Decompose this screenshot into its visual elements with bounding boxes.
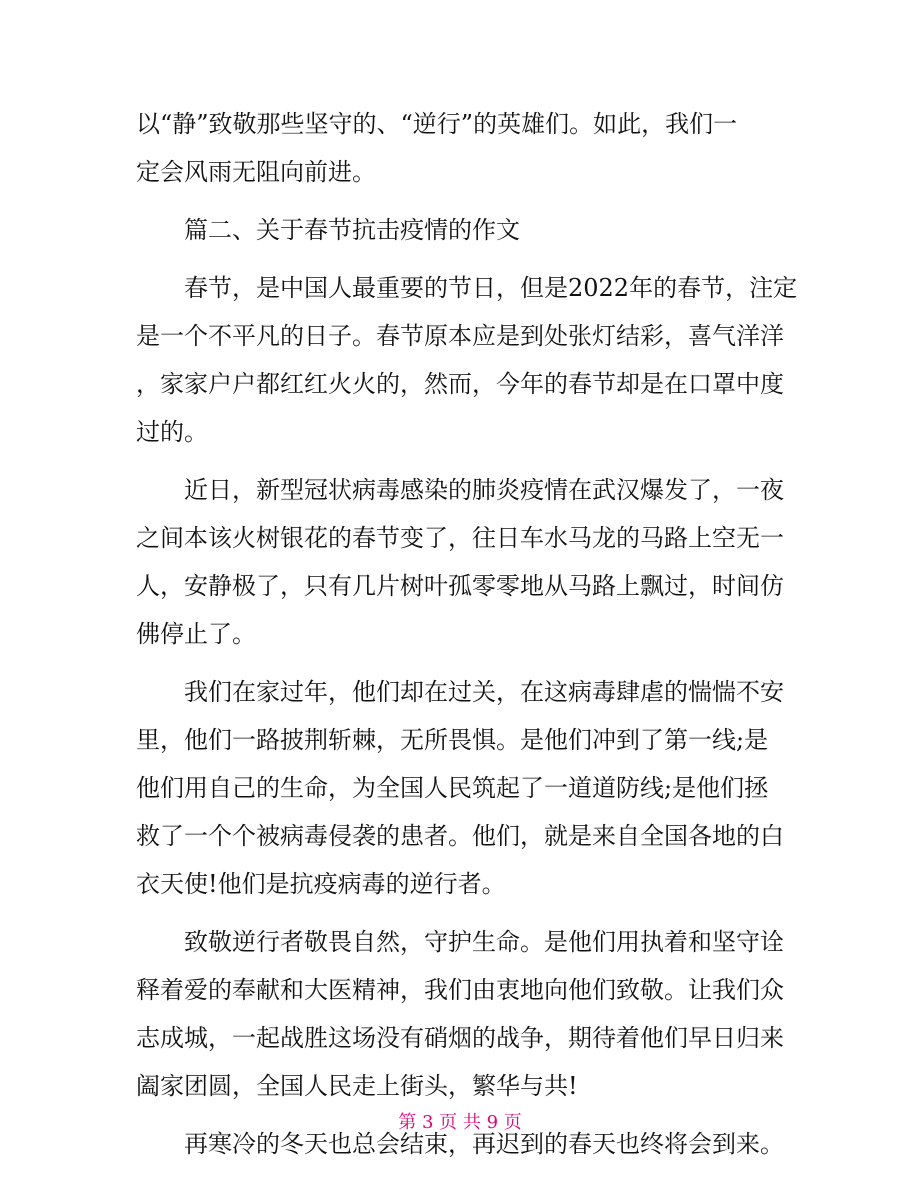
text-line: 阖家团圆，全国人民走上街头，繁华与共! [136,1072,578,1100]
text-line: 致敬逆行者敬畏自然，守护生命。是他们用执着和坚守诠 [184,928,784,956]
text-line: 救了一个个被病毒侵袭的患者。他们，就是来自全国各地的白 [136,822,784,850]
text-line: 人，安静极了，只有几片树叶孤零零地从马路上飘过，时间仿 [136,572,784,600]
text-line: 之间本该火树银花的春节变了，往日车水马龙的马路上空无一 [136,524,784,552]
text-line: 志成城，一起战胜这场没有硝烟的战争，期待着他们早日归来 [136,1024,784,1052]
text-line: 过的。 [136,418,208,446]
text-line: 近日，新型冠状病毒感染的肺炎疫情在武汉爆发了，一夜 [184,476,784,504]
text-line: 定会风雨无阻向前进。 [136,158,376,186]
text-line: ，家家户户都红红火火的，然而，今年的春节却是在口罩中度 [136,370,784,398]
text-line: 里，他们一路披荆斩棘，无所畏惧。是他们冲到了第一线;是 [136,726,769,754]
text-line: 是一个不平凡的日子。春节原本应是到处张灯结彩，喜气洋洋 [136,322,784,350]
text-line: 佛停止了。 [136,620,256,648]
text-line: 我们在家过年，他们却在过关，在这病毒肆虐的惴惴不安 [184,678,784,706]
paragraph-spring-festival [136,264,796,456]
text-line: 他们用自己的生命，为全国人民筑起了一道道防线;是他们拯 [136,774,769,802]
paragraph-continuation [136,100,796,196]
paragraph-outbreak [136,466,796,658]
text-line: 再寒冷的冬天也总会结束，再迟到的春天也终将会到来。 [184,1130,784,1158]
paragraph-medics [136,668,796,908]
text-line: 释着爱的奉献和大医精神，我们由衷地向他们致敬。让我们众 [136,976,784,1004]
page-number-footer: 第 3 页 共 9 页 [398,1112,522,1133]
section-heading [136,206,796,254]
heading-line: 篇二、关于春节抗击疫情的作文 [184,216,520,244]
document-body [136,100,796,1168]
paragraph-tribute [136,918,796,1110]
text-line: 春节，是中国人最重要的节日，但是2022年的春节，注定 [184,274,798,302]
text-line: 衣天使!他们是抗疫病毒的逆行者。 [136,870,506,898]
text-line: 以“静”致敬那些坚守的、“逆行”的英雄们。如此，我们一 [136,110,738,138]
